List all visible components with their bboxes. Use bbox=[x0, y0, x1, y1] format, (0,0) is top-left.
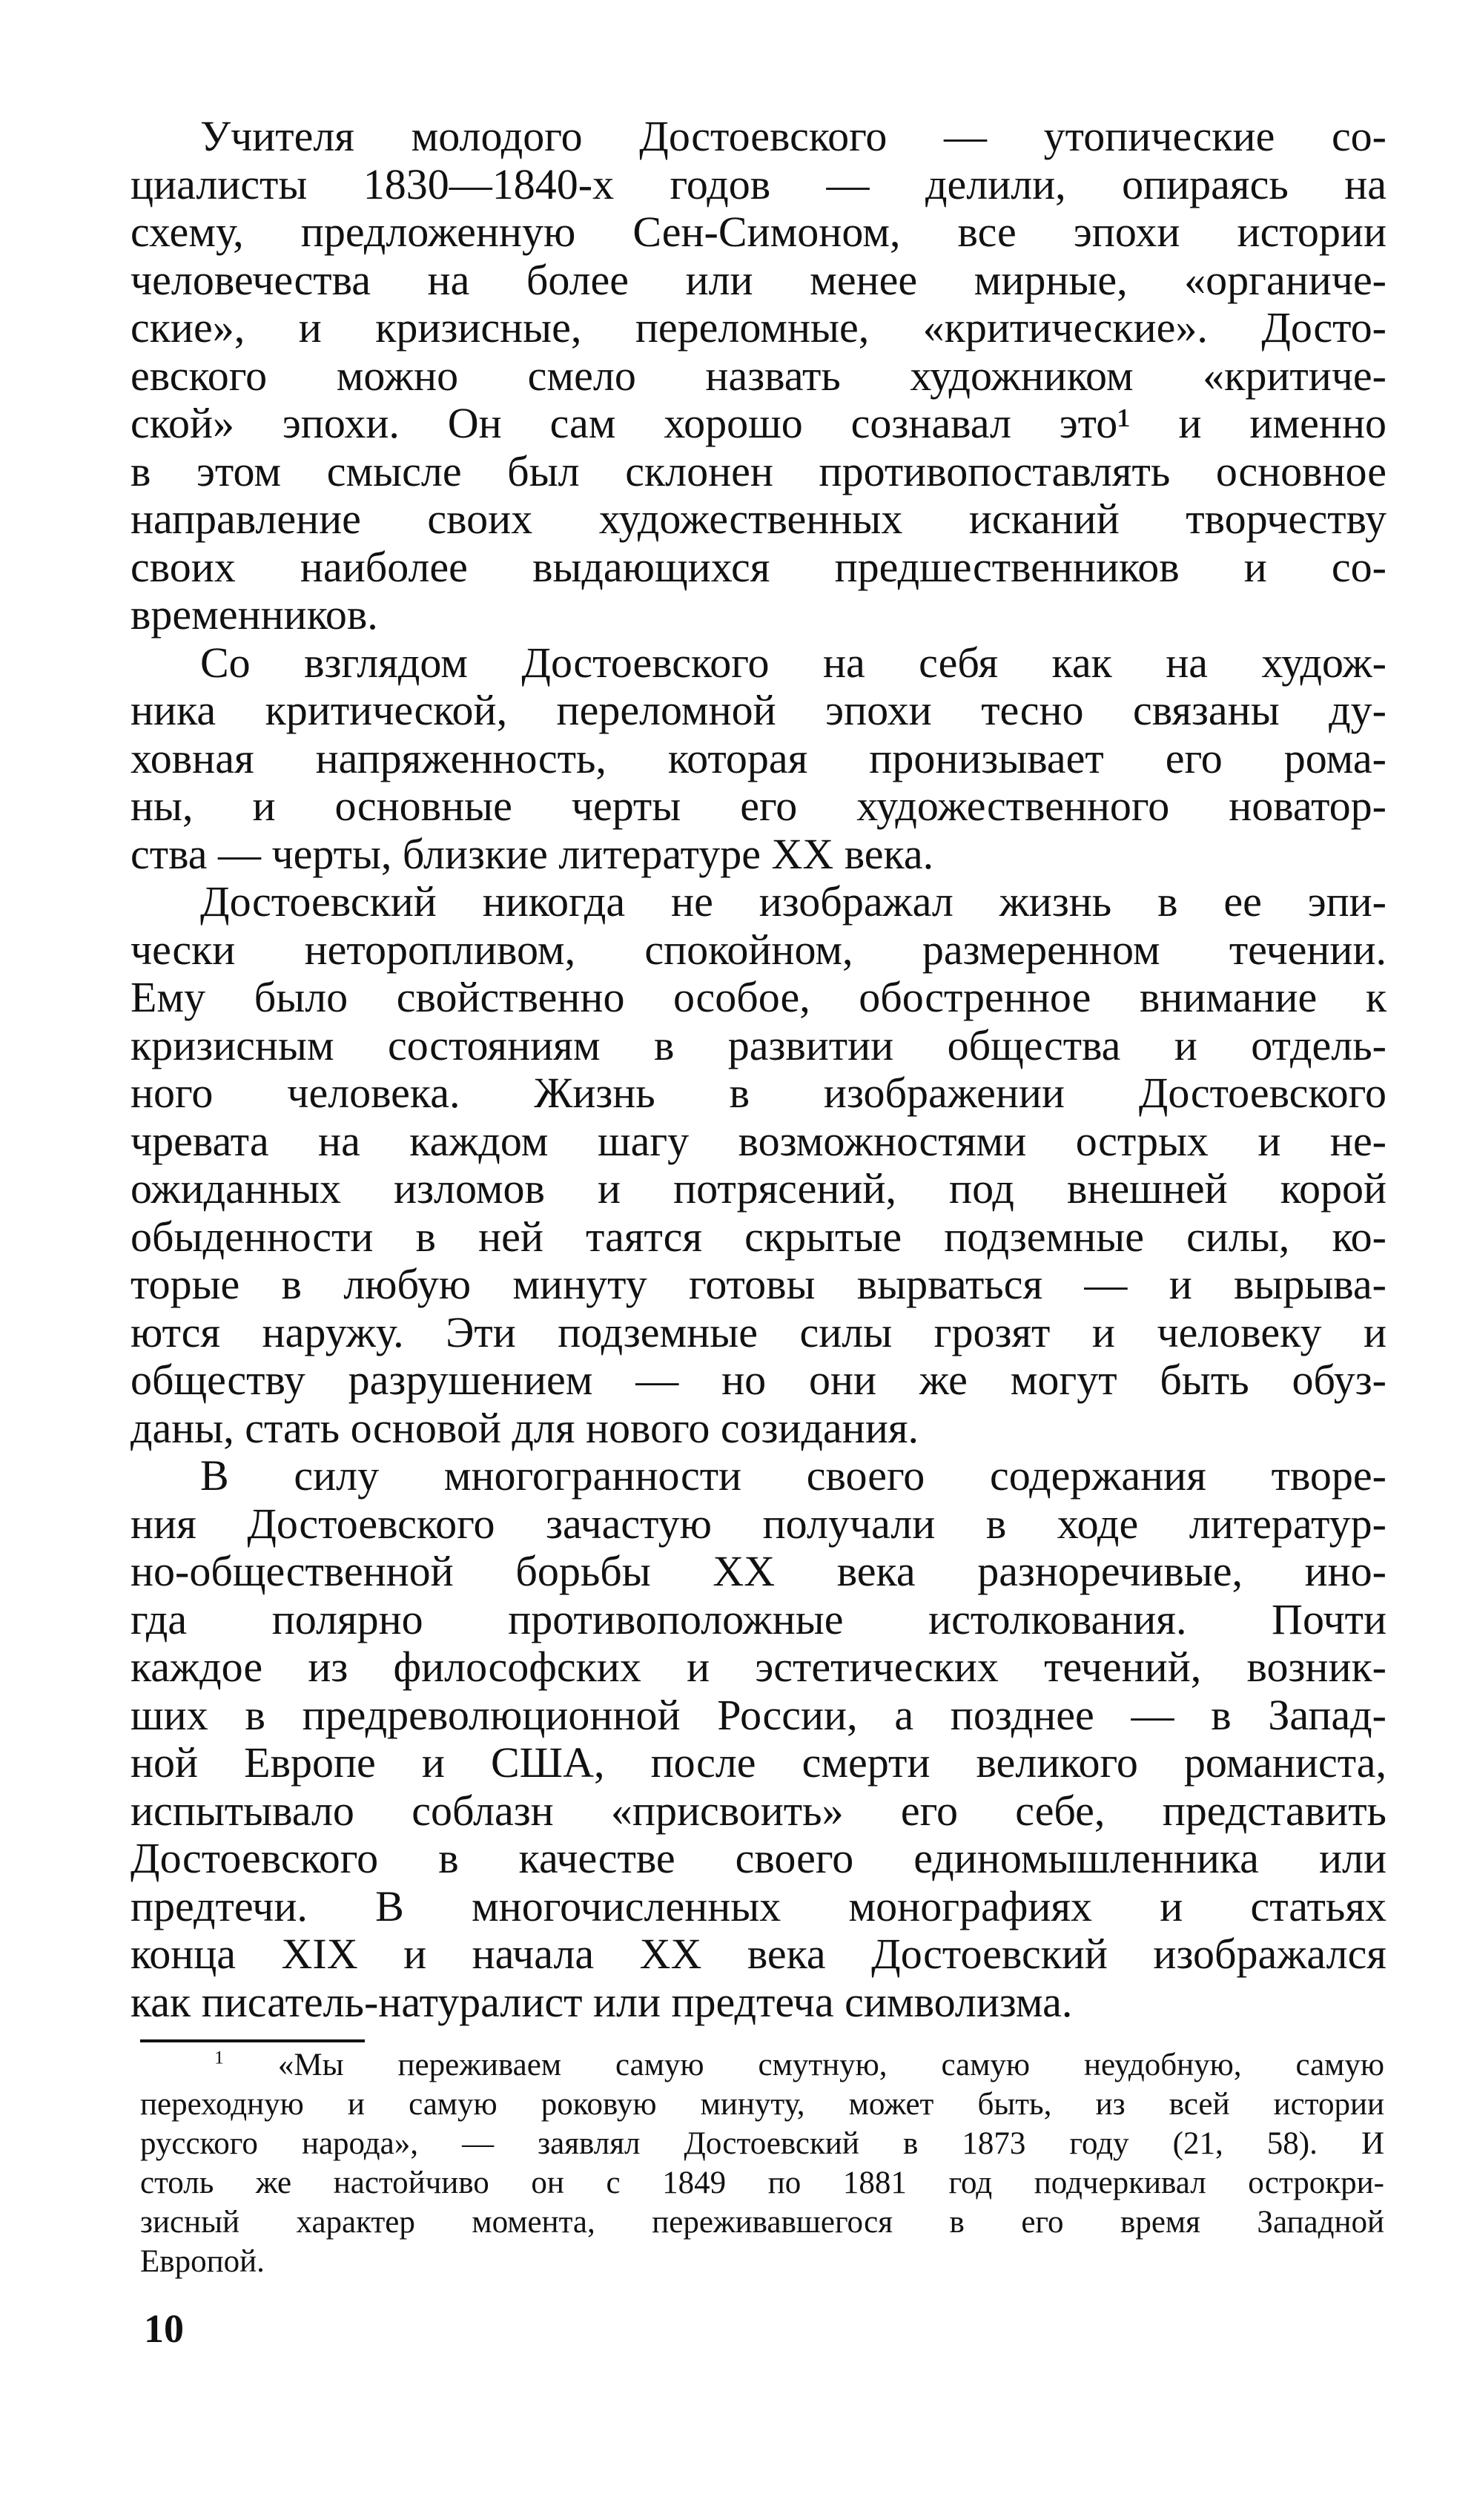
text-line: ожиданных изломов и потрясений, под внешней корой bbox=[130, 1164, 1387, 1213]
text-line: схему, предложенную Сен-Симоном, все эпохи истории bbox=[130, 208, 1387, 256]
text-line: Ему было свойственно особое, обостренное внимание к bbox=[130, 973, 1387, 1021]
main-text bbox=[130, 113, 1387, 2026]
text-line: гда полярно противоположные истолкования. Почти bbox=[130, 1594, 1387, 1643]
paragraph bbox=[130, 113, 1387, 639]
text-line: В силу многогранности своего содержания творе- bbox=[200, 1451, 1387, 1500]
text-line: евского можно смело назвать художником «критиче- bbox=[130, 351, 1387, 400]
text-line: чески неторопливом, спокойном, размеренном течении. bbox=[130, 925, 1387, 974]
page-number: 10 bbox=[144, 2306, 184, 2351]
text-line: испытывало соблазн «присвоить» его себе, представить bbox=[130, 1786, 1387, 1835]
paragraph bbox=[130, 878, 1387, 1452]
paragraph bbox=[130, 639, 1387, 879]
footnote-separator bbox=[140, 2039, 365, 2042]
text-line: обществу разрушением — но они же могут быть обуз- bbox=[130, 1356, 1387, 1404]
text-line: ются наружу. Эти подземные силы грозят и человеку и bbox=[130, 1307, 1387, 1356]
footnote-line bbox=[140, 2045, 1384, 2085]
text-line: каждое из философских и эстетических течений, возник- bbox=[130, 1643, 1387, 1691]
text-line: Достоевский никогда не изображал жизнь в ее эпи- bbox=[200, 877, 1387, 926]
paragraph bbox=[130, 1452, 1387, 2026]
text-line: Со взглядом Достоевского на себя как на худож- bbox=[200, 638, 1387, 687]
text-line: ховная напряженность, которая пронизывает его рома- bbox=[130, 733, 1387, 782]
text-line: ны, и основные черты его художественного новатор- bbox=[130, 782, 1387, 830]
text-line: циалисты 1830—1840-х годов — делили, опираясь на bbox=[130, 159, 1387, 208]
text-line: кризисным состояниям в развитии общества и отдель- bbox=[130, 1020, 1387, 1069]
text-line: временников. bbox=[130, 590, 378, 639]
text-line: Достоевского в качестве своего единомышленника или bbox=[130, 1834, 1387, 1882]
text-line: ские», и кризисные, переломные, «критические». Досто- bbox=[130, 303, 1387, 352]
text-line: ника критической, переломной эпохи тесно связаны ду- bbox=[130, 686, 1387, 734]
text-line: в этом смысле был склонен противопоставлять основное bbox=[130, 446, 1387, 495]
text-line: чревата на каждом шагу возможностями острых и не- bbox=[130, 1116, 1387, 1165]
text-line: своих наиболее выдающихся предшественников и со- bbox=[130, 542, 1387, 591]
text-line: ния Достоевского зачастую получали в ходе литератур- bbox=[130, 1499, 1387, 1548]
footnote bbox=[140, 2045, 1384, 2281]
footnote-line: переходную и самую роковую минуту, может быть, из всей истории bbox=[140, 2087, 1384, 2122]
text-line: предтечи. В многочисленных монографиях и статьях bbox=[130, 1881, 1387, 1930]
text-line: но-общественной борьбы XX века разноречивые, ино- bbox=[130, 1547, 1387, 1595]
text-line: обыденности в ней таятся скрытые подземные силы, ко- bbox=[130, 1212, 1387, 1261]
text-line: как писатель-натуралист или предтеча символизма. bbox=[130, 1977, 1073, 2026]
text-line: конца XIX и начала XX века Достоевский изображался bbox=[130, 1930, 1387, 1978]
footnote-line: Европой. bbox=[140, 2244, 265, 2279]
text-line: ной Европе и США, после смерти великого романиста, bbox=[130, 1738, 1387, 1787]
footnote-line: русского народа», — заявлял Достоевский в 1873 году (21, 58). И bbox=[140, 2126, 1384, 2161]
text-line: направление своих художественных исканий творчеству bbox=[130, 495, 1387, 543]
text-line: торые в любую минуту готовы вырваться — и вырыва- bbox=[130, 1260, 1387, 1308]
text-line: человечества на более или менее мирные, «органиче- bbox=[130, 255, 1387, 304]
footnote-marker: 1 bbox=[214, 2046, 224, 2068]
text-line: ших в предреволюционной России, а позднее — в Запад- bbox=[130, 1690, 1387, 1739]
footnote-line: зисный характер момента, переживавшегося в его время Западной bbox=[140, 2205, 1384, 2240]
footnote-line: столь же настойчиво он с 1849 по 1881 год подчеркивал острокри- bbox=[140, 2166, 1384, 2200]
text-line: ской» эпохи. Он сам хорошо сознавал это¹ и именно bbox=[130, 399, 1387, 447]
footnote-text: «Мы переживаем самую смутную, самую неудобную, самую bbox=[277, 2048, 1385, 2082]
text-line: даны, стать основой для нового созидания. bbox=[130, 1403, 919, 1452]
text-line: Учителя молодого Достоевского — утопические со- bbox=[200, 112, 1387, 160]
text-line: ства — черты, близкие литературе XX века. bbox=[130, 829, 934, 878]
text-line: ного человека. Жизнь в изображении Достоевского bbox=[130, 1069, 1387, 1117]
